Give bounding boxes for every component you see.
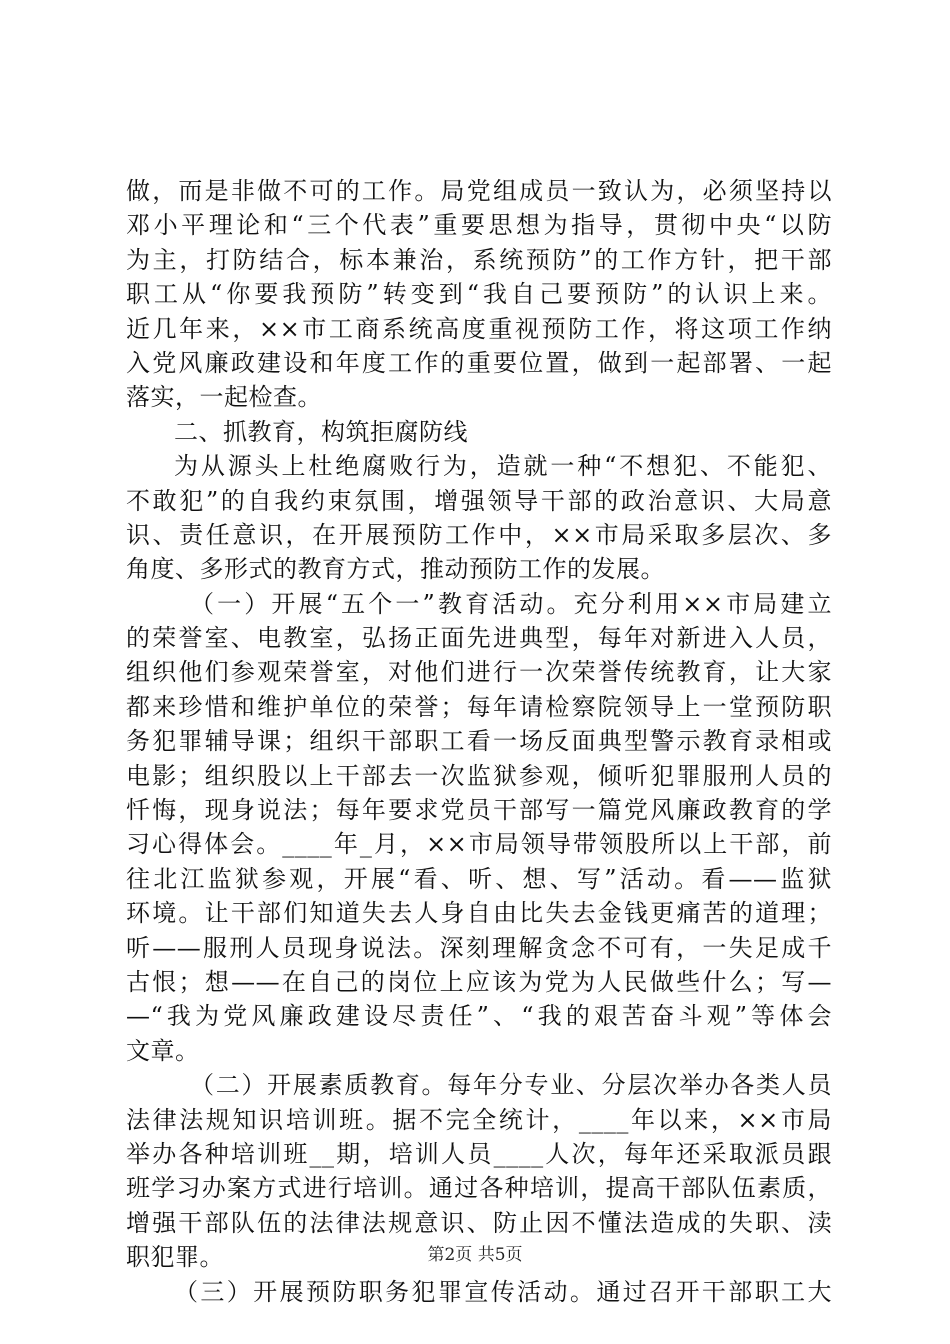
text-line: 角度、多形式的教育方式，推动预防工作的发展。 — [126, 555, 665, 584]
text-line: 的荣誉室、电教室，弘扬正面先进典型，每年对新进入人员， — [126, 624, 832, 653]
text-line: （二）开展素质教育。每年分专业、分层次举办各类人员 — [190, 1071, 832, 1100]
text-line: 习心得体会。____年_月，××市局领导带领股所以上干部，前 — [126, 830, 832, 859]
text-line: 法律法规知识培训班。据不完全统计，____年以来，××市局 — [126, 1105, 832, 1134]
text-line: 为主，打防结合，标本兼治，系统预防”的工作方针，把干部 — [126, 245, 832, 274]
section-heading: 二、抓教育，构筑拒腐防线 — [174, 417, 468, 446]
text-line: （一）开展“五个一”教育活动。充分利用××市局建立 — [190, 589, 832, 618]
text-line: 务犯罪辅导课；组织干部职工看一场反面典型警示教育录相或 — [126, 727, 832, 756]
text-line: 听——服刑人员现身说法。深刻理解贪念不可有，一失足成千 — [126, 933, 832, 962]
text-line: 做，而是非做不可的工作。局党组成员一致认为，必须坚持以 — [126, 177, 832, 205]
text-line: 增强干部队伍的法律法规意识、防止因不懂法造成的失职、渎 — [126, 1208, 832, 1237]
text-line: 近几年来，××市工商系统高度重视预防工作，将这项工作纳 — [126, 314, 832, 343]
body-text — [126, 174, 832, 1309]
text-line: 古恨；想——在自己的岗位上应该为党为人民做些什么；写— — [126, 967, 832, 996]
text-line: 落实，一起检查。 — [126, 383, 322, 412]
text-line: 班学习办案方式进行培训。通过各种培训，提高干部队伍素质， — [126, 1174, 832, 1203]
text-line: 举办各种培训班__期，培训人员____人次，每年还采取派员跟 — [126, 1139, 832, 1168]
text-line: 忏悔，现身说法；每年要求党员干部写一篇党风廉政教育的学 — [126, 796, 832, 825]
text-line: 往北江监狱参观，开展“看、听、想、写”活动。看——监狱 — [126, 864, 832, 893]
text-line: 入党风廉政建设和年度工作的重要位置，做到一起部署、一起 — [126, 348, 832, 377]
text-line: 文章。 — [126, 1036, 200, 1065]
text-line: 识、责任意识，在开展预防工作中，××市局采取多层次、多 — [126, 520, 832, 549]
text-line: 职犯罪。 — [126, 1243, 224, 1272]
text-line: —“我为党风廉政建设尽责任”、“我的艰苦奋斗观”等体会 — [126, 1002, 832, 1031]
text-line: 职工从“你要我预防”转变到“我自己要预防”的认识上来。 — [126, 280, 832, 309]
text-line: 环境。让干部们知道失去人身自由比失去金钱更痛苦的道理； — [126, 899, 832, 928]
text-line: 为从源头上杜绝腐败行为，造就一种“不想犯、不能犯、 — [174, 452, 832, 481]
text-line: 不敢犯”的自我约束氛围，增强领导干部的政治意识、大局意 — [126, 486, 832, 515]
text-line: （三）开展预防职务犯罪宣传活动。通过召开干部职工大 — [174, 1277, 832, 1306]
page-footer: 第2页 共5页 — [427, 1245, 523, 1265]
text-line: 组织他们参观荣誉室，对他们进行一次荣誉传统教育，让大家 — [126, 658, 832, 687]
text-line: 电影；组织股以上干部去一次监狱参观，倾听犯罪服刑人员的 — [126, 761, 832, 790]
text-line: 都来珍惜和维护单位的荣誉；每年请检察院领导上一堂预防职 — [126, 692, 832, 721]
text-line: 邓小平理论和“三个代表”重要思想为指导，贯彻中央“以防 — [126, 211, 832, 240]
